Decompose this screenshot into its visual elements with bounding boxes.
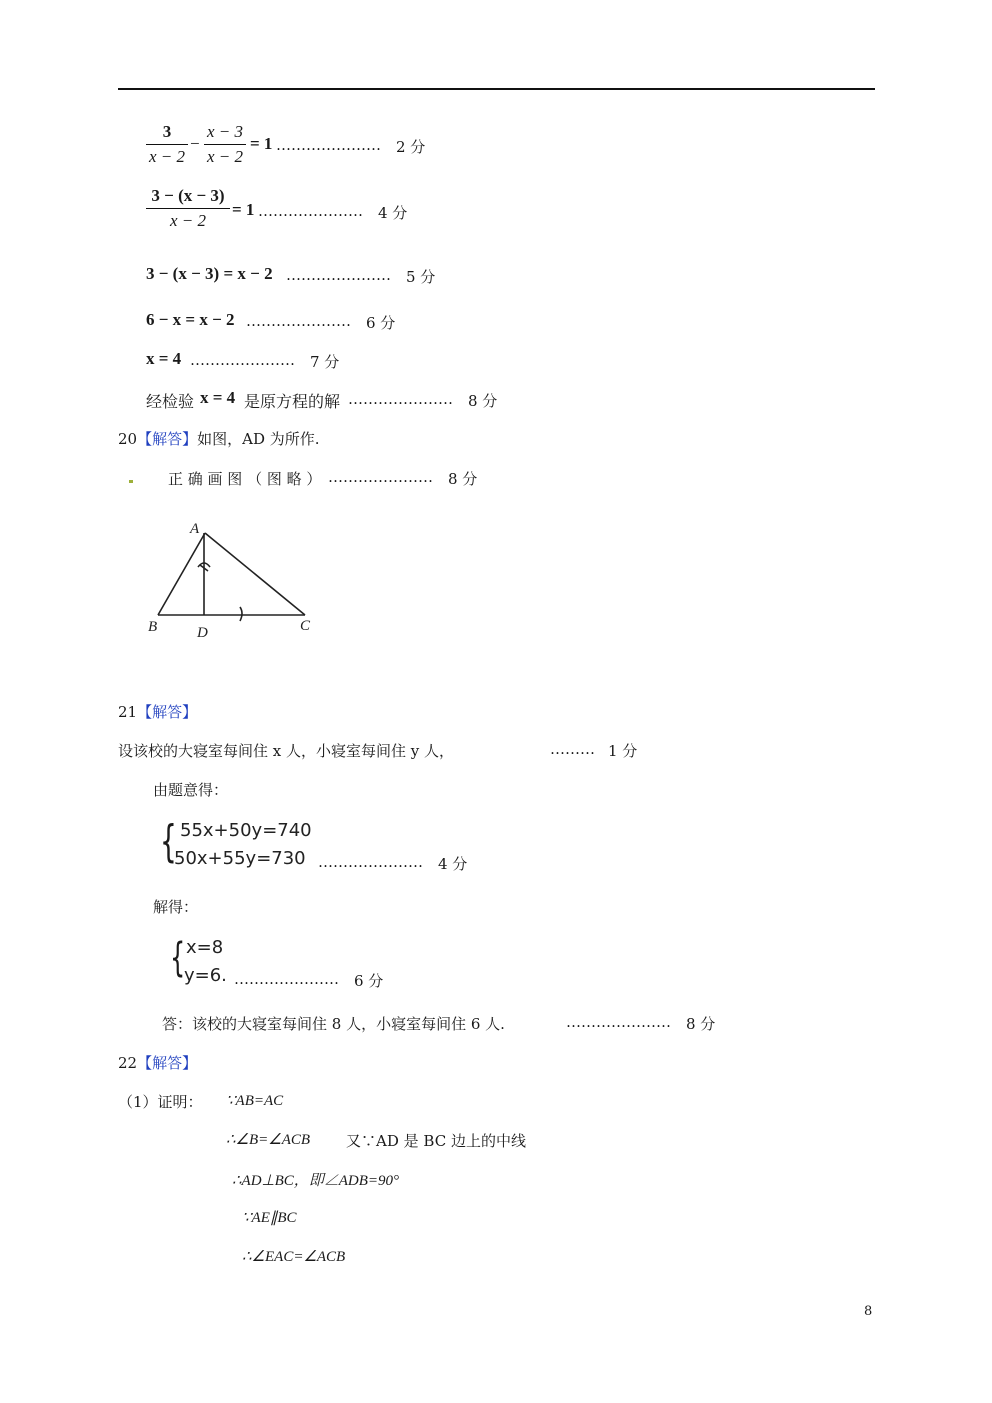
score: 6 分	[354, 972, 384, 990]
fraction-3-over-x-minus-2	[146, 122, 188, 167]
score-dots: …………………	[566, 1013, 671, 1031]
green-mark	[129, 480, 133, 483]
score-dots: …………………	[234, 970, 339, 988]
verify-prefix: 经检验	[146, 392, 195, 411]
equation-line-3: 3 − (x − 3) = x − 2	[146, 264, 273, 283]
system-eq-a: 55x+50y=740	[180, 820, 312, 841]
proof-line-4: ∵AE∥BC	[242, 1210, 297, 1226]
answer-tag: 【解答】	[137, 703, 198, 721]
fraction-3-minus-paren	[146, 186, 230, 231]
score: 8 分	[468, 392, 498, 410]
solution-brace: {	[170, 935, 186, 981]
score-dots: …………………	[286, 266, 391, 284]
score-dots: …………………	[348, 390, 453, 408]
score: 2 分	[396, 138, 426, 156]
answer-tag: 【解答】	[137, 1054, 198, 1072]
score: 7 分	[310, 353, 340, 371]
by-problem: 由题意得：	[153, 781, 229, 799]
label-B: B	[148, 619, 158, 635]
score: 4 分	[378, 204, 408, 222]
numerator: x − 3	[206, 122, 244, 141]
proof-line-2a: ∴∠B=∠ACB	[226, 1132, 311, 1148]
denominator: x − 2	[148, 147, 186, 166]
score: 8 分	[686, 1015, 716, 1033]
q21-setup: 设该校的大寝室每间住 x 人，小寝室每间住 y 人，	[118, 742, 455, 760]
q21-heading	[118, 701, 197, 722]
proof-line-5: ∴∠EAC=∠ACB	[242, 1249, 346, 1265]
score-dots: …………………	[258, 202, 363, 220]
label-D: D	[197, 625, 208, 641]
solve-label: 解得：	[153, 898, 199, 916]
q21-answer: 答：该校的大寝室每间住 8 人，小寝室每间住 6 人.	[162, 1015, 505, 1033]
denominator: x − 2	[169, 211, 207, 230]
score-dots: …………………	[246, 312, 351, 330]
minus-sign: −	[190, 134, 200, 153]
denominator: x − 2	[206, 147, 244, 166]
fraction-x-minus-3-over-x-minus-2	[204, 122, 246, 167]
score: 1 分	[608, 742, 638, 760]
question-number: 21	[118, 703, 138, 721]
verify-suffix: 是原方程的解	[244, 392, 341, 411]
score-dots: ………	[550, 740, 595, 758]
label-A: A	[190, 521, 200, 537]
q20-line2: 正 确 画 图 （ 图 略 ）	[168, 470, 322, 488]
page-number: 8	[864, 1304, 873, 1319]
score-dots: …………………	[276, 136, 381, 154]
proof-line-3: ∴AD⊥BC，即∠ADB=90°	[232, 1173, 400, 1189]
score-dots: …………………	[190, 351, 295, 369]
header-rule	[118, 88, 875, 90]
triangle-figure	[140, 515, 320, 645]
score: 4 分	[438, 855, 468, 873]
question-number: 22	[118, 1054, 138, 1072]
equation-line-4: 6 − x = x − 2	[146, 310, 235, 329]
score: 8 分	[448, 470, 478, 488]
proof-line-1: ∵AB=AC	[226, 1093, 284, 1109]
part1-label: （1）证明：	[118, 1093, 203, 1111]
score: 6 分	[366, 314, 396, 332]
score: 5 分	[406, 268, 436, 286]
answer-tag: 【解答】	[137, 430, 198, 448]
system-brace: {	[160, 816, 177, 867]
system-eq-b: 50x+55y=730	[174, 848, 306, 869]
equals-one: = 1	[232, 200, 255, 219]
q20-text: 如图，AD 为所作.	[197, 430, 320, 448]
proof-line-2b: 又∵AD 是 BC 边上的中线	[346, 1132, 526, 1150]
score-dots: …………………	[318, 853, 423, 871]
q20-heading	[118, 428, 320, 449]
label-C: C	[300, 618, 311, 634]
numerator: 3	[162, 122, 172, 141]
score-dots: …………………	[328, 468, 433, 486]
solution-x: x=8	[186, 937, 224, 958]
question-number: 20	[118, 430, 138, 448]
verify-expr: x = 4	[200, 388, 236, 407]
numerator: 3 − (x − 3)	[151, 186, 225, 205]
equals-one: = 1	[250, 134, 273, 153]
equation-line-5: x = 4	[146, 349, 182, 368]
q22-heading	[118, 1052, 197, 1073]
solution-y: y=6.	[184, 965, 227, 986]
